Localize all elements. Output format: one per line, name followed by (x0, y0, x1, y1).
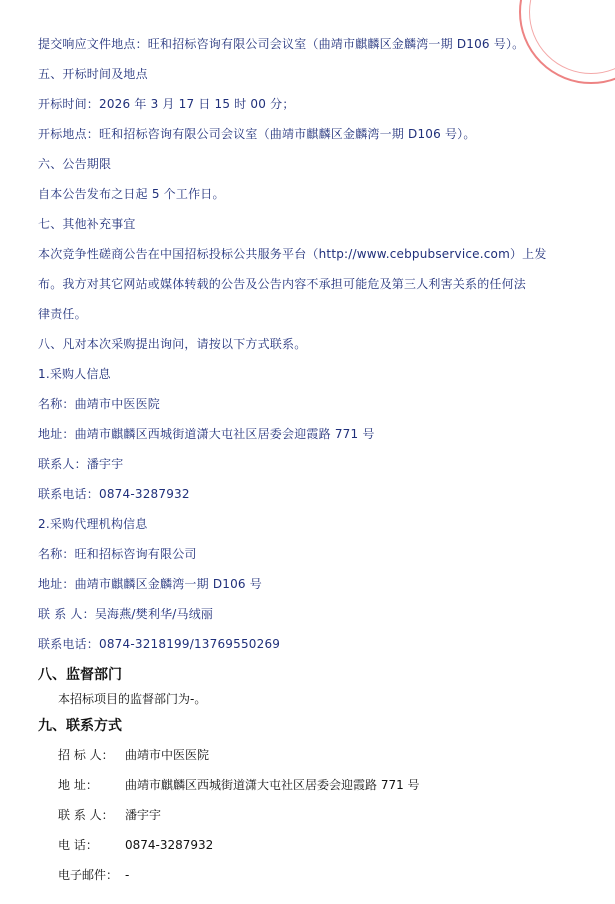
supplement-line-2: 布。我方对其它网站或媒体转载的公告及公告内容不承担可能危及第三人利害关系的任何法 (38, 277, 527, 291)
contact-label: 地 址： (58, 778, 98, 792)
agent-contact: 联 系 人：吴海燕/樊利华/马绒丽 (38, 607, 214, 621)
heading-notice-period: 六、公告期限 (38, 157, 112, 171)
heading-supervision: 八、监督部门 (38, 667, 122, 683)
heading-open-time: 五、开标时间及地点 (38, 67, 148, 81)
agent-name: 名称：旺和招标咨询有限公司 (38, 547, 197, 561)
contact-label: 招 标 人： (58, 748, 114, 762)
contact-row-phone (58, 836, 213, 853)
heading-inquiry: 八、凡对本次采购提出询问，请按以下方式联系。 (38, 337, 307, 351)
contact-row-email (58, 866, 129, 883)
agent-address: 地址：曲靖市麒麟区金麟湾一期 D106 号 (38, 577, 262, 591)
supplement-line-1: 本次竞争性磋商公告在中国招标投标公共服务平台（http://www.cebpubservice.com）上发 (38, 247, 547, 261)
official-seal-stamp (519, 0, 615, 84)
contact-label: 联 系 人： (58, 808, 114, 822)
notice-period-line: 自本公告发布之日起 5 个工作日。 (38, 187, 225, 201)
supervision-text: 本招标项目的监督部门为-。 (58, 692, 207, 706)
buyer-phone: 联系电话：0874-3287932 (38, 487, 190, 501)
submit-location-line: 提交响应文件地点：旺和招标咨询有限公司会议室（曲靖市麒麟区金麟湾一期 D106 号）。 (38, 37, 525, 51)
buyer-address: 地址：曲靖市麒麟区西城街道潇大屯社区居委会迎霞路 771 号 (38, 427, 375, 441)
heading-supplement: 七、其他补充事宜 (38, 217, 136, 231)
contact-label: 电 话： (58, 838, 98, 852)
open-time-line: 开标时间：2026 年 3 月 17 日 15 时 00 分； (38, 97, 295, 111)
contact-value: - (125, 868, 130, 882)
agent-phone: 联系电话：0874-3218199/13769550269 (38, 637, 281, 651)
agent-info-title: 2.采购代理机构信息 (38, 517, 148, 531)
open-place-line: 开标地点：旺和招标咨询有限公司会议室（曲靖市麒麟区金麟湾一期 D106 号）。 (38, 127, 476, 141)
supplement-line-3: 律责任。 (38, 307, 87, 321)
contact-value: 0874-3287932 (125, 838, 214, 852)
buyer-contact: 联系人：潘宇宇 (38, 457, 124, 471)
contact-row-address (58, 776, 420, 793)
contact-value: 曲靖市中医医院 (125, 748, 210, 762)
contact-label: 电子邮件： (58, 868, 119, 882)
buyer-info-title: 1.采购人信息 (38, 367, 111, 381)
contact-row-tenderer (58, 746, 209, 763)
heading-contact-info: 九、联系方式 (38, 718, 122, 734)
contact-row-person (58, 806, 161, 823)
buyer-name: 名称：曲靖市中医医院 (38, 397, 161, 411)
contact-value: 潘宇宇 (125, 808, 162, 822)
contact-value: 曲靖市麒麟区西城街道潇大屯社区居委会迎霞路 771 号 (125, 778, 420, 792)
